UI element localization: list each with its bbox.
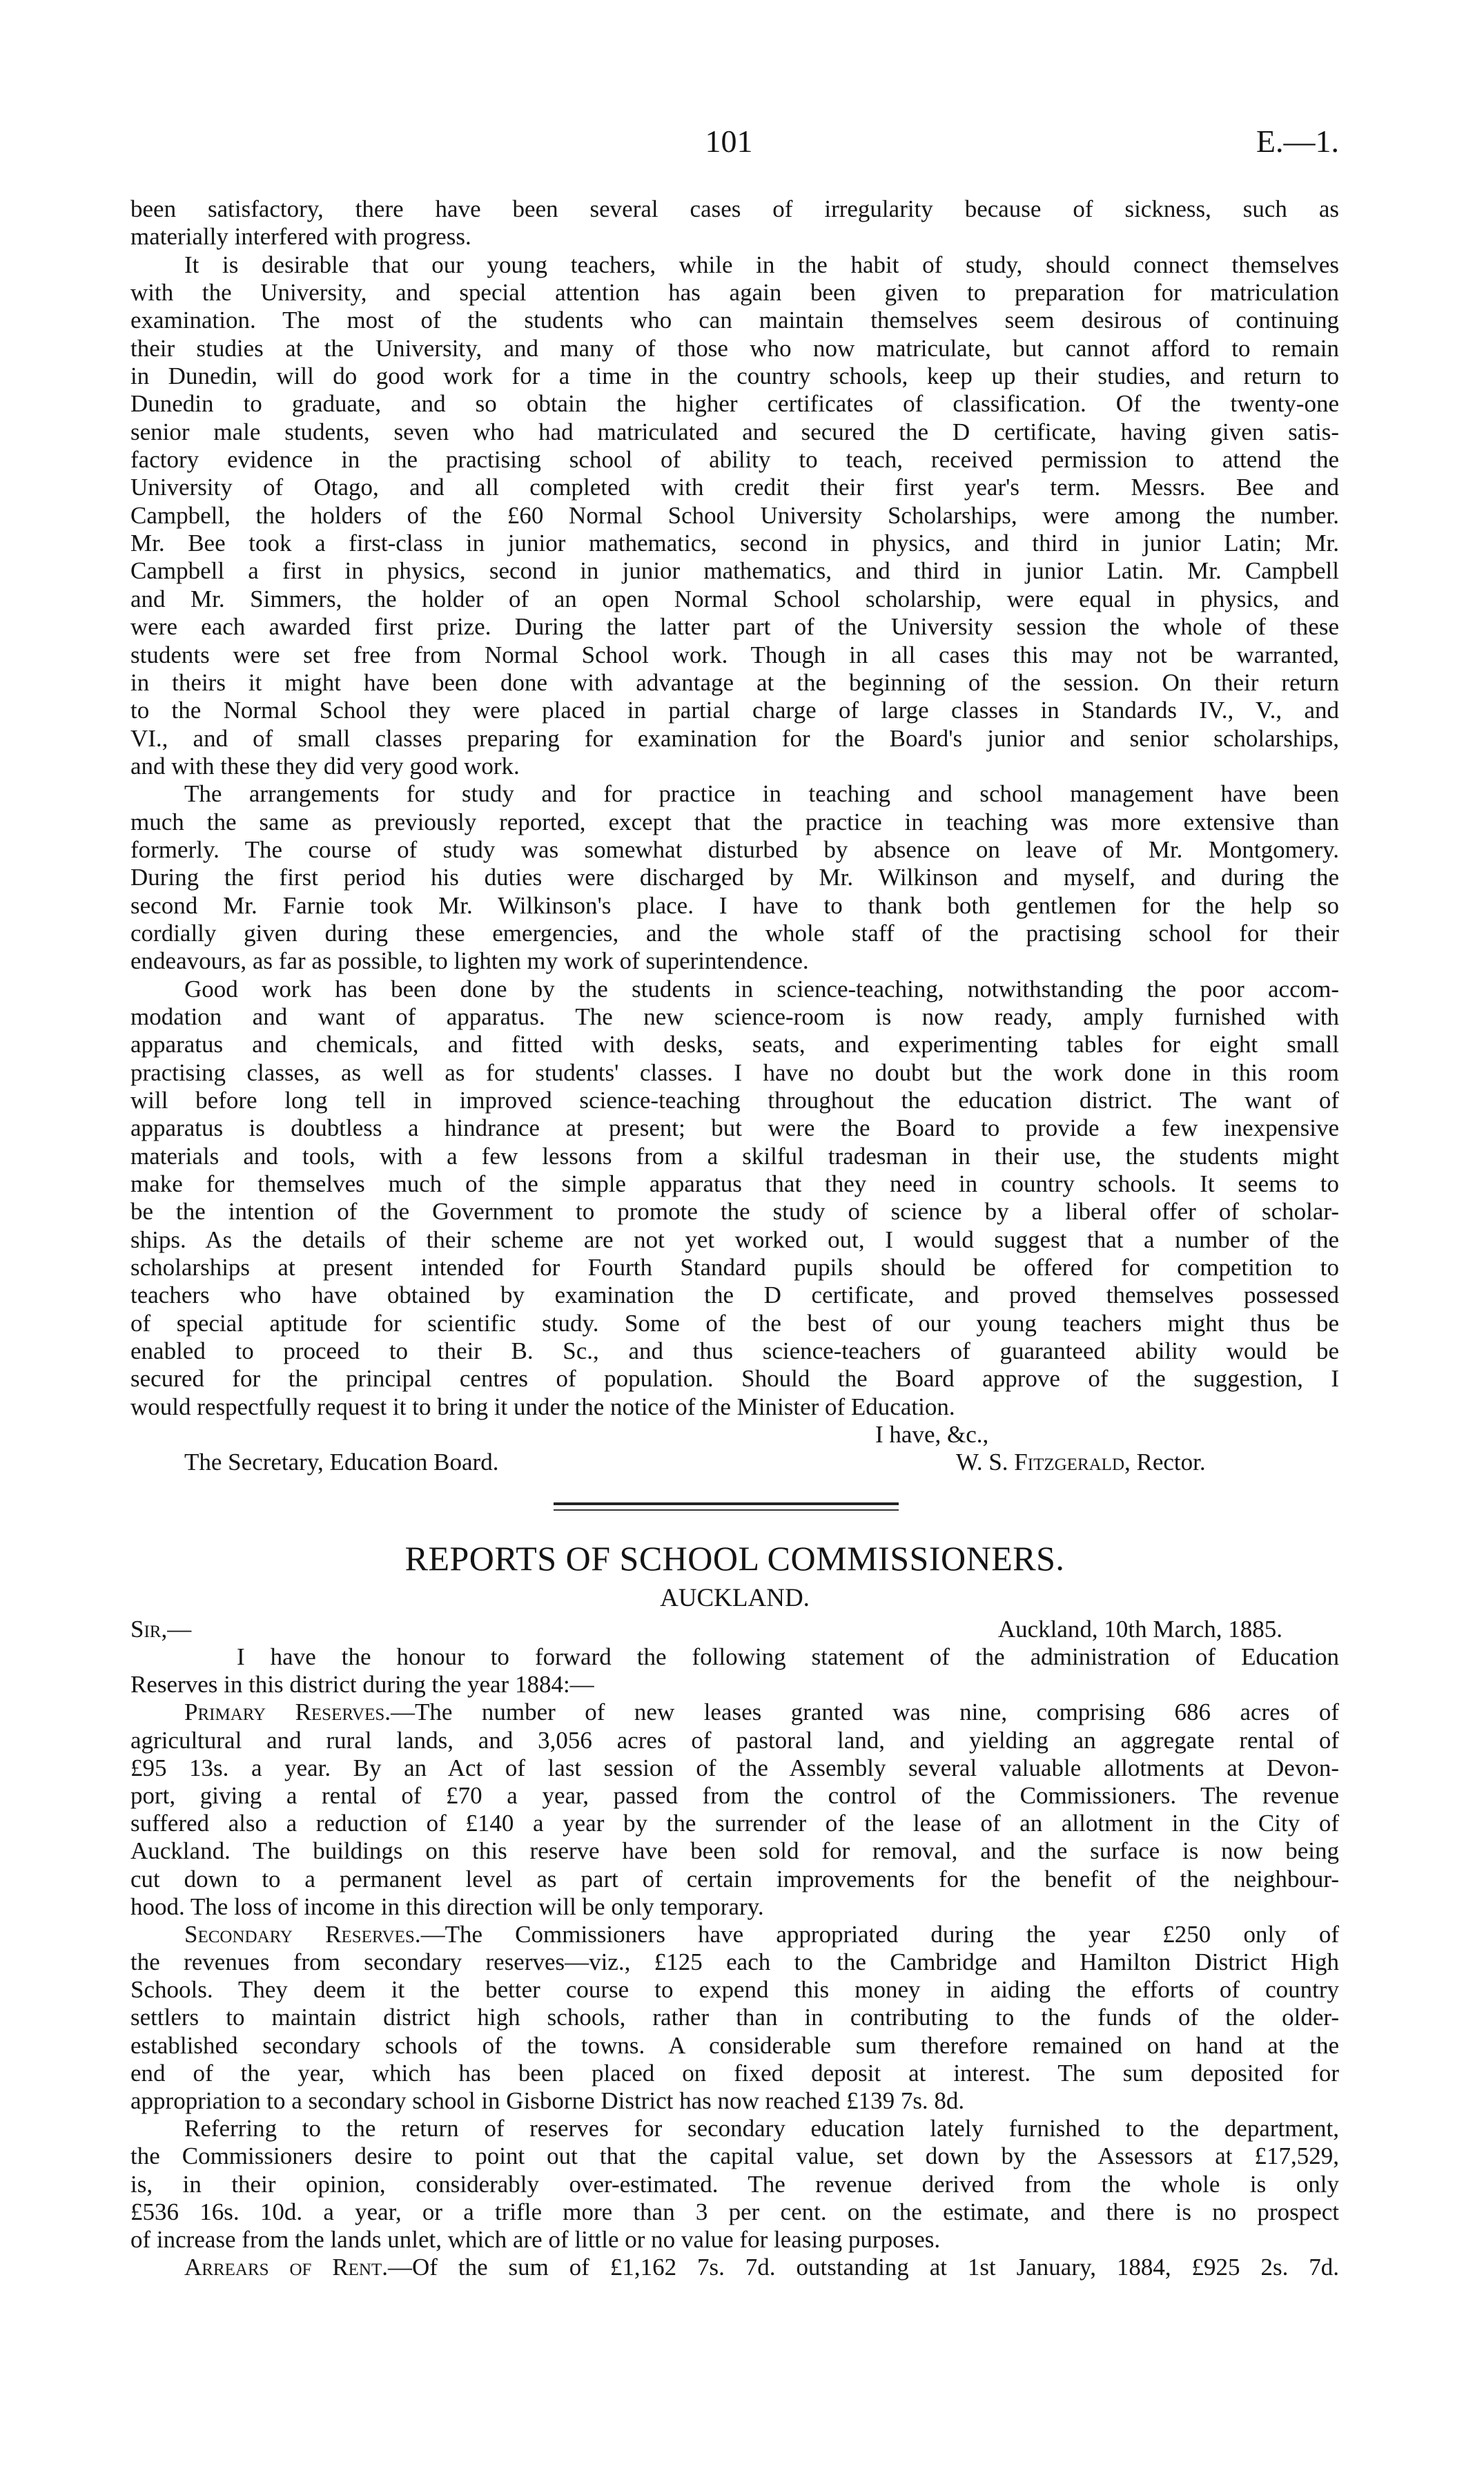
text-line: formerly. The course of study was somewhat disturbed by absence on leave of Mr. Montgomery. <box>130 835 1339 863</box>
text-line: port, giving a rental of £70 a year, passed from the control of the Commissioners. The revenue <box>130 1781 1339 1809</box>
text-line: in Dunedin, will do good work for a time in the country schools, keep up their studies, and return to <box>130 362 1339 390</box>
paragraph <box>130 1921 1339 2115</box>
section-heading-run: Primary Reserves. <box>184 1699 391 1726</box>
text-line: hood. The loss of income in this direction will be only temporary. <box>130 1893 764 1920</box>
section-divider-thick <box>554 1502 899 1505</box>
text-line: practising classes, as well as for students' classes. I have no doubt but the work done in this room <box>130 1058 1339 1086</box>
text-line: teachers who have obtained by examination the D certificate, and proved themselves possessed <box>130 1281 1339 1309</box>
paragraph <box>130 251 1339 781</box>
text-line: senior male students, seven who had matriculated and secured the D certificate, having given satis- <box>130 418 1339 445</box>
dateline: Auckland, 10th March, 1885. <box>997 1616 1282 1643</box>
document-reference: E.—1. <box>1256 124 1339 159</box>
paragraph <box>130 780 1339 975</box>
text-line: apparatus is doubtless a hindrance at present; but were the Board to provide a few inexpensive <box>130 1114 1339 1142</box>
text-line: their studies at the University, and many of those who now matriculate, but cannot afford to remain <box>130 334 1339 362</box>
text-line: Reserves in this district during the year 1884:— <box>130 1671 594 1699</box>
signature-name: Fitzgerald <box>1014 1449 1125 1476</box>
paragraph <box>130 1643 1339 1699</box>
closing-row <box>130 1421 1339 1449</box>
text-line: students were set free from Normal School work. Though in all cases this may not be warranted, <box>130 641 1339 668</box>
text-line: second Mr. Farnie took Mr. Wilkinson's place. I have to thank both gentlemen for the help so <box>130 891 1339 919</box>
salutation: Sir,— <box>130 1616 192 1643</box>
text-line: endeavours, as far as possible, to lighten my work of superintendence. <box>130 947 809 975</box>
text-line: examination. The most of the students who can maintain themselves seem desirous of continuing <box>130 307 1339 334</box>
line-text: —Of the sum of £1,162 7s. 7d. outstanding at 1st January, 1884, £925 2s. 7d. <box>388 2254 1339 2281</box>
text-line: VI., and of small classes preparing for examination for the Board's junior and senior scholarships, <box>130 724 1339 752</box>
section-heading-run: Secondary Reserves. <box>184 1920 421 1948</box>
text-line <box>130 1699 1339 1726</box>
text-line <box>130 1921 1339 1948</box>
text-line: University of Otago, and all completed with credit their first year's term. Messrs. Bee and <box>130 474 1339 501</box>
text-line: cordially given during these emergencies, and the whole staff of the practising school for their <box>130 919 1339 947</box>
line-text: —The number of new leases granted was nine, comprising 686 acres of <box>391 1699 1339 1726</box>
signature-row <box>130 1449 1339 1476</box>
text-line: £95 13s. a year. By an Act of last session of the Assembly several valuable allotments at Devon- <box>130 1754 1339 1781</box>
text-line: and Mr. Simmers, the holder of an open Normal School scholarship, were equal in physics, and <box>130 585 1339 612</box>
text-line: of special aptitude for scientific study. Some of the best of our young teachers might thus be <box>130 1309 1339 1337</box>
letter-signature <box>956 1449 1206 1476</box>
text-line: Mr. Bee took a first-class in junior mathematics, second in physics, and third in junior Latin; Mr. <box>130 530 1339 557</box>
text-line: in theirs it might have been done with advantage at the beginning of the session. On their return <box>130 668 1339 696</box>
paragraph <box>130 195 1339 251</box>
page-number: 101 <box>705 124 753 159</box>
text-line: with the University, and special attention has again been given to preparation for matriculation <box>130 279 1339 307</box>
paragraph <box>130 1699 1339 1921</box>
text-line: materially interfered with progress. <box>130 223 471 251</box>
letter-body <box>130 195 1339 1421</box>
text-line: were each awarded first prize. During the latter part of the University session the whole of these <box>130 613 1339 641</box>
text-line: Dunedin to graduate, and so obtain the higher certificates of classification. Of the twenty-one <box>130 390 1339 418</box>
text-line: the Commissioners desire to point out that the capital value, set down by the Assessors at £17,529, <box>130 2142 1339 2170</box>
text-line: I have the honour to forward the following statement of the administration of Education <box>237 1643 1339 1670</box>
text-line: factory evidence in the practising school of ability to teach, received permission to attend the <box>130 446 1339 474</box>
text-line: secured for the principal centres of population. Should the Board approve of the suggestion, I <box>130 1365 1339 1393</box>
text-line: scholarships at present intended for Fourth Standard pupils should be offered for competition to <box>130 1254 1339 1281</box>
text-line: would respectfully request it to bring it under the notice of the Minister of Education. <box>130 1393 955 1420</box>
text-line: Good work has been done by the students in science-teaching, notwithstanding the poor accom- <box>184 975 1339 1003</box>
salutation-row <box>130 1616 1339 1643</box>
section-heading-run: Arrears of Rent. <box>184 2254 389 2281</box>
commissioners-report-body <box>130 1643 1339 2281</box>
text-line: Campbell a first in physics, second in junior mathematics, and third in junior Latin. Mr. Campbell <box>130 557 1339 585</box>
signature-initials: W. S. <box>956 1449 1008 1476</box>
text-line <box>130 2254 1339 2281</box>
paragraph <box>130 2254 1339 2281</box>
text-line: During the first period his duties were discharged by Mr. Wilkinson and myself, and during the <box>130 864 1339 891</box>
text-line: is, in their opinion, considerably over-estimated. The revenue derived from the whole is only <box>130 2170 1339 2198</box>
text-line: Schools. They deem it the better course to expend this money in aiding the efforts of country <box>130 1976 1339 2004</box>
section-title: REPORTS OF SCHOOL COMMISSIONERS. <box>404 1539 1065 1578</box>
text-line: modation and want of apparatus. The new science-room is now ready, amply furnished with <box>130 1003 1339 1030</box>
text-line: cut down to a permanent level as part of certain improvements for the benefit of the neighbour- <box>130 1865 1339 1893</box>
text-line: been satisfactory, there have been several cases of irregularity because of sickness, such as <box>130 195 1339 222</box>
text-line: the revenues from secondary reserves—viz., £125 each to the Cambridge and Hamilton District High <box>130 1948 1339 1976</box>
text-line: Campbell, the holders of the £60 Normal School University Scholarships, were among the number. <box>130 501 1339 529</box>
text-line: Auckland. The buildings on this reserve have been sold for removal, and the surface is now being <box>130 1837 1339 1865</box>
signature-title: , Rector. <box>1124 1449 1206 1476</box>
text-line: appropriation to a secondary school in Gisborne District has now reached £139 7s. 8d. <box>130 2087 965 2114</box>
text-line: materials and tools, with a few lessons from a skilful tradesman in their use, the students might <box>130 1142 1339 1170</box>
text-line: enabled to proceed to their B. Sc., and thus science-teachers of guaranteed ability would be <box>130 1337 1339 1365</box>
text-line: will before long tell in improved science-teaching throughout the education district. The want of <box>130 1087 1339 1114</box>
section-divider-thin <box>554 1509 899 1511</box>
text-line: end of the year, which has been placed on fixed deposit at interest. The sum deposited for <box>130 2059 1339 2087</box>
paragraph <box>130 976 1339 1422</box>
paragraph <box>130 2115 1339 2254</box>
text-line: The arrangements for study and for practice in teaching and school management have been <box>184 780 1339 808</box>
text-line: ships. As the details of their scheme are not yet worked out, I would suggest that a number of the <box>130 1226 1339 1253</box>
text-line: and with these they did very good work. <box>130 752 520 780</box>
text-line: to the Normal School they were placed in partial charge of large classes in Standards IV., V., and <box>130 697 1339 724</box>
text-line: suffered also a reduction of £140 a year by the surrender of the lease of an allotment in the City of <box>130 1810 1339 1837</box>
text-line: £536 16s. 10d. a year, or a trifle more than 3 per cent. on the estimate, and there is no prospect <box>130 2198 1339 2225</box>
letter-addressee: The Secretary, Education Board. <box>184 1449 499 1476</box>
text-line: It is desirable that our young teachers, while in the habit of study, should connect themselves <box>184 251 1339 278</box>
line-text: —The Commissioners have appropriated during the year £250 only of <box>420 1920 1339 1948</box>
text-line: be the intention of the Government to promote the study of science by a liberal offer of scholar- <box>130 1198 1339 1226</box>
text-line: agricultural and rural lands, and 3,056 acres of pastoral land, and yielding an aggregate rental of <box>130 1726 1339 1754</box>
text-line: much the same as previously reported, except that the practice in teaching was more extensive than <box>130 808 1339 835</box>
text-line: Referring to the return of reserves for secondary education lately furnished to the department, <box>184 2115 1339 2142</box>
text-line: apparatus and chemicals, and fitted with desks, seats, and experimenting tables for eight small <box>130 1031 1339 1058</box>
section-subtitle: AUCKLAND. <box>660 1584 810 1612</box>
text-line: established secondary schools of the towns. A considerable sum therefore remained on hand at the <box>130 2031 1339 2059</box>
text-line: of increase from the lands unlet, which are of little or no value for leasing purposes. <box>130 2225 941 2253</box>
text-line: settlers to maintain district high schools, rather than in contributing to the funds of the older- <box>130 2004 1339 2031</box>
letter-closing: I have, &c., <box>875 1421 989 1449</box>
rector-letter <box>130 195 1339 1477</box>
text-line: make for themselves much of the simple apparatus that they need in country schools. It seems to <box>130 1170 1339 1198</box>
